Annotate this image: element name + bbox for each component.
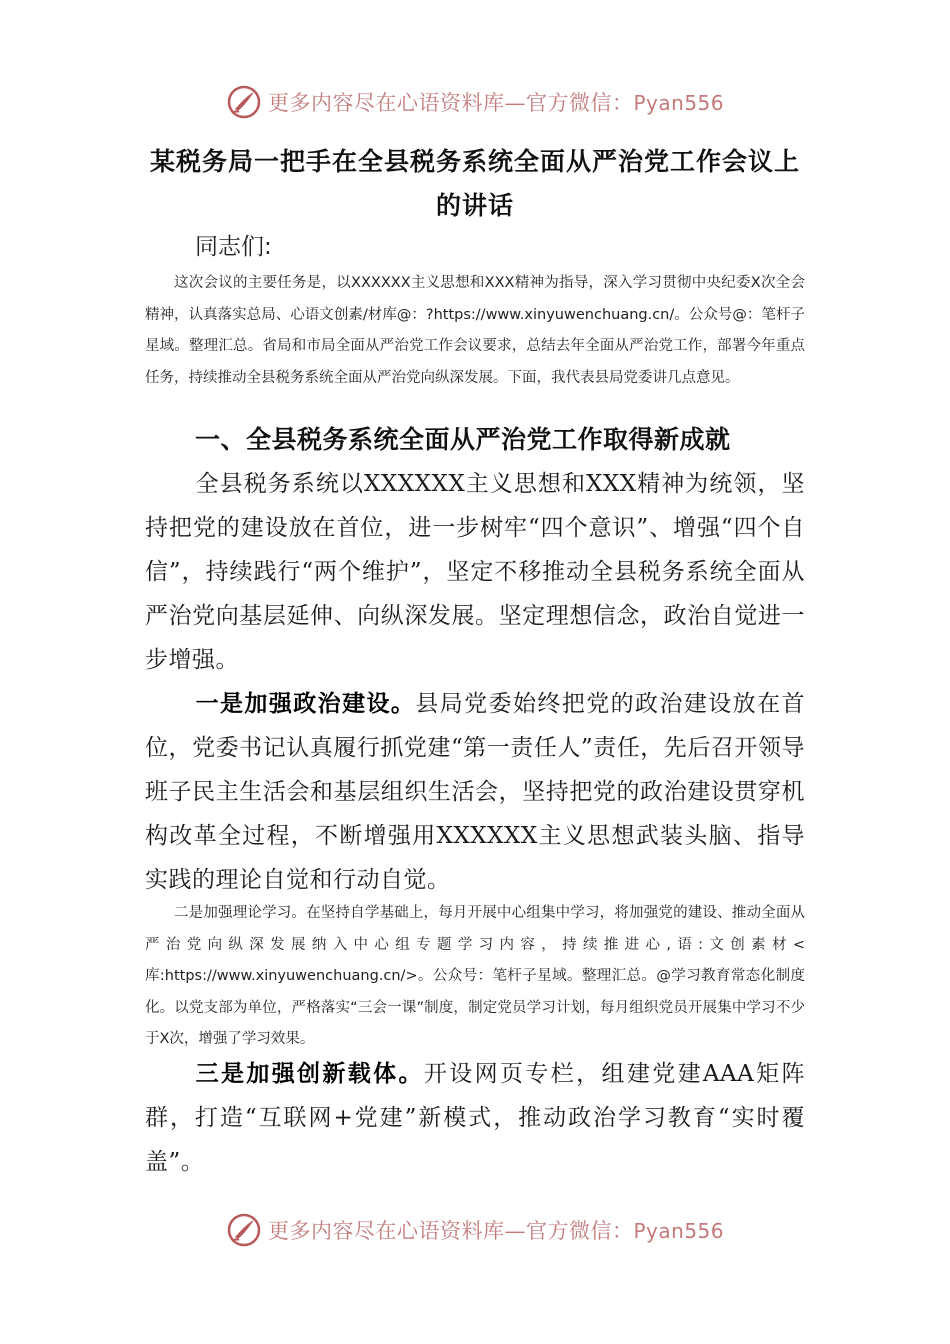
watermark-banner-top <box>0 82 950 122</box>
watermark-text <box>268 1215 724 1245</box>
brush-logo-icon <box>226 84 262 120</box>
point-3-paragraph <box>145 1052 805 1184</box>
watermark-label: 更多内容尽在心语资料库—官方微信： <box>267 91 634 115</box>
point-1-paragraph <box>145 682 805 902</box>
watermark-text <box>268 87 724 117</box>
point-3-lead: 三是加强创新载体。 <box>195 1060 424 1087</box>
watermark-label: 更多内容尽在心语资料库—官方微信： <box>267 1219 634 1243</box>
watermark-banner-bottom <box>0 1210 950 1250</box>
watermark-handle: Pyan556 <box>633 91 724 115</box>
salutation: 同志们: <box>195 234 272 260</box>
point-3-body: 开设网页专栏，组建党建AAA矩阵群，打造“互联网+党建”新模式，推动政治学习教育“实时覆盖”。 <box>145 1061 806 1175</box>
section-1-heading: 一、全县税务系统全面从严治党工作取得新成就 <box>195 425 731 454</box>
intro-paragraph: 这次会议的主要任务是，以XXXXXX主义思想和XXX精神为指导，深入学习贯彻中央纪委X次全会精神，认真落实总局、心语文创素/材库@：?https://www.xinyuwenchuang.cn/。公众号@：笔杆子星域。整理汇总。省局和市局全面从严治党工作会议要求，总结去年全面从严治党工作，部署今年重点任务，持续推动全县税务系统全面从严治党向纵深发展。下面，我代表县局党委讲几点意见。 <box>145 275 805 386</box>
title-line-2: 的讲话 <box>435 191 514 220</box>
section-1-paragraph: 全县税务系统以XXXXXX主义思想和XXX精神为统领，坚持把党的建设放在首位，进一步树牢“四个意识”、增强“四个自信”，持续践行“两个维护”，坚定不移推动全县税务系统全面从严治党向基层延伸、向纵深发展。坚定理想信念，政治自觉进一步增强。 <box>145 471 805 673</box>
document-title <box>145 140 805 228</box>
point-1-body: 县局党委始终把党的政治建设放在首位，党委书记认真履行抓党建“第一责任人”责任，先后召开领导班子民主生活会和基层组织生活会，坚持把党的政治建设贯穿机构改革全过程，不断增强用XXXXXX主义思想武装头脑、指导实践的理论自觉和行动自觉。 <box>145 691 806 893</box>
point-1-lead: 一是加强政治建设。 <box>195 690 416 717</box>
point-2-paragraph: 二是加强理论学习。在坚持自学基础上，每月开展中心组集中学习，将加强党的建设、推动全面从严治党向纵深发展纳入中心组专题学习内容，持续推进心,语:文创素材<库:https://www.xinyuwenchuang.cn/>。公众号：笔杆子星域。整理汇总。@学习教育常态化制度化。以党支部为单位，严格落实“三会一课”制度，制定党员学习计划，每月组织党员开展集中学习不少于X次，增强了学习效果。 <box>145 905 805 1047</box>
brush-logo-icon <box>226 1212 262 1248</box>
watermark-handle: Pyan556 <box>633 1219 724 1243</box>
title-line-1: 某税务局一把手在全县税务系统全面从严治党工作会议上 <box>149 147 800 176</box>
